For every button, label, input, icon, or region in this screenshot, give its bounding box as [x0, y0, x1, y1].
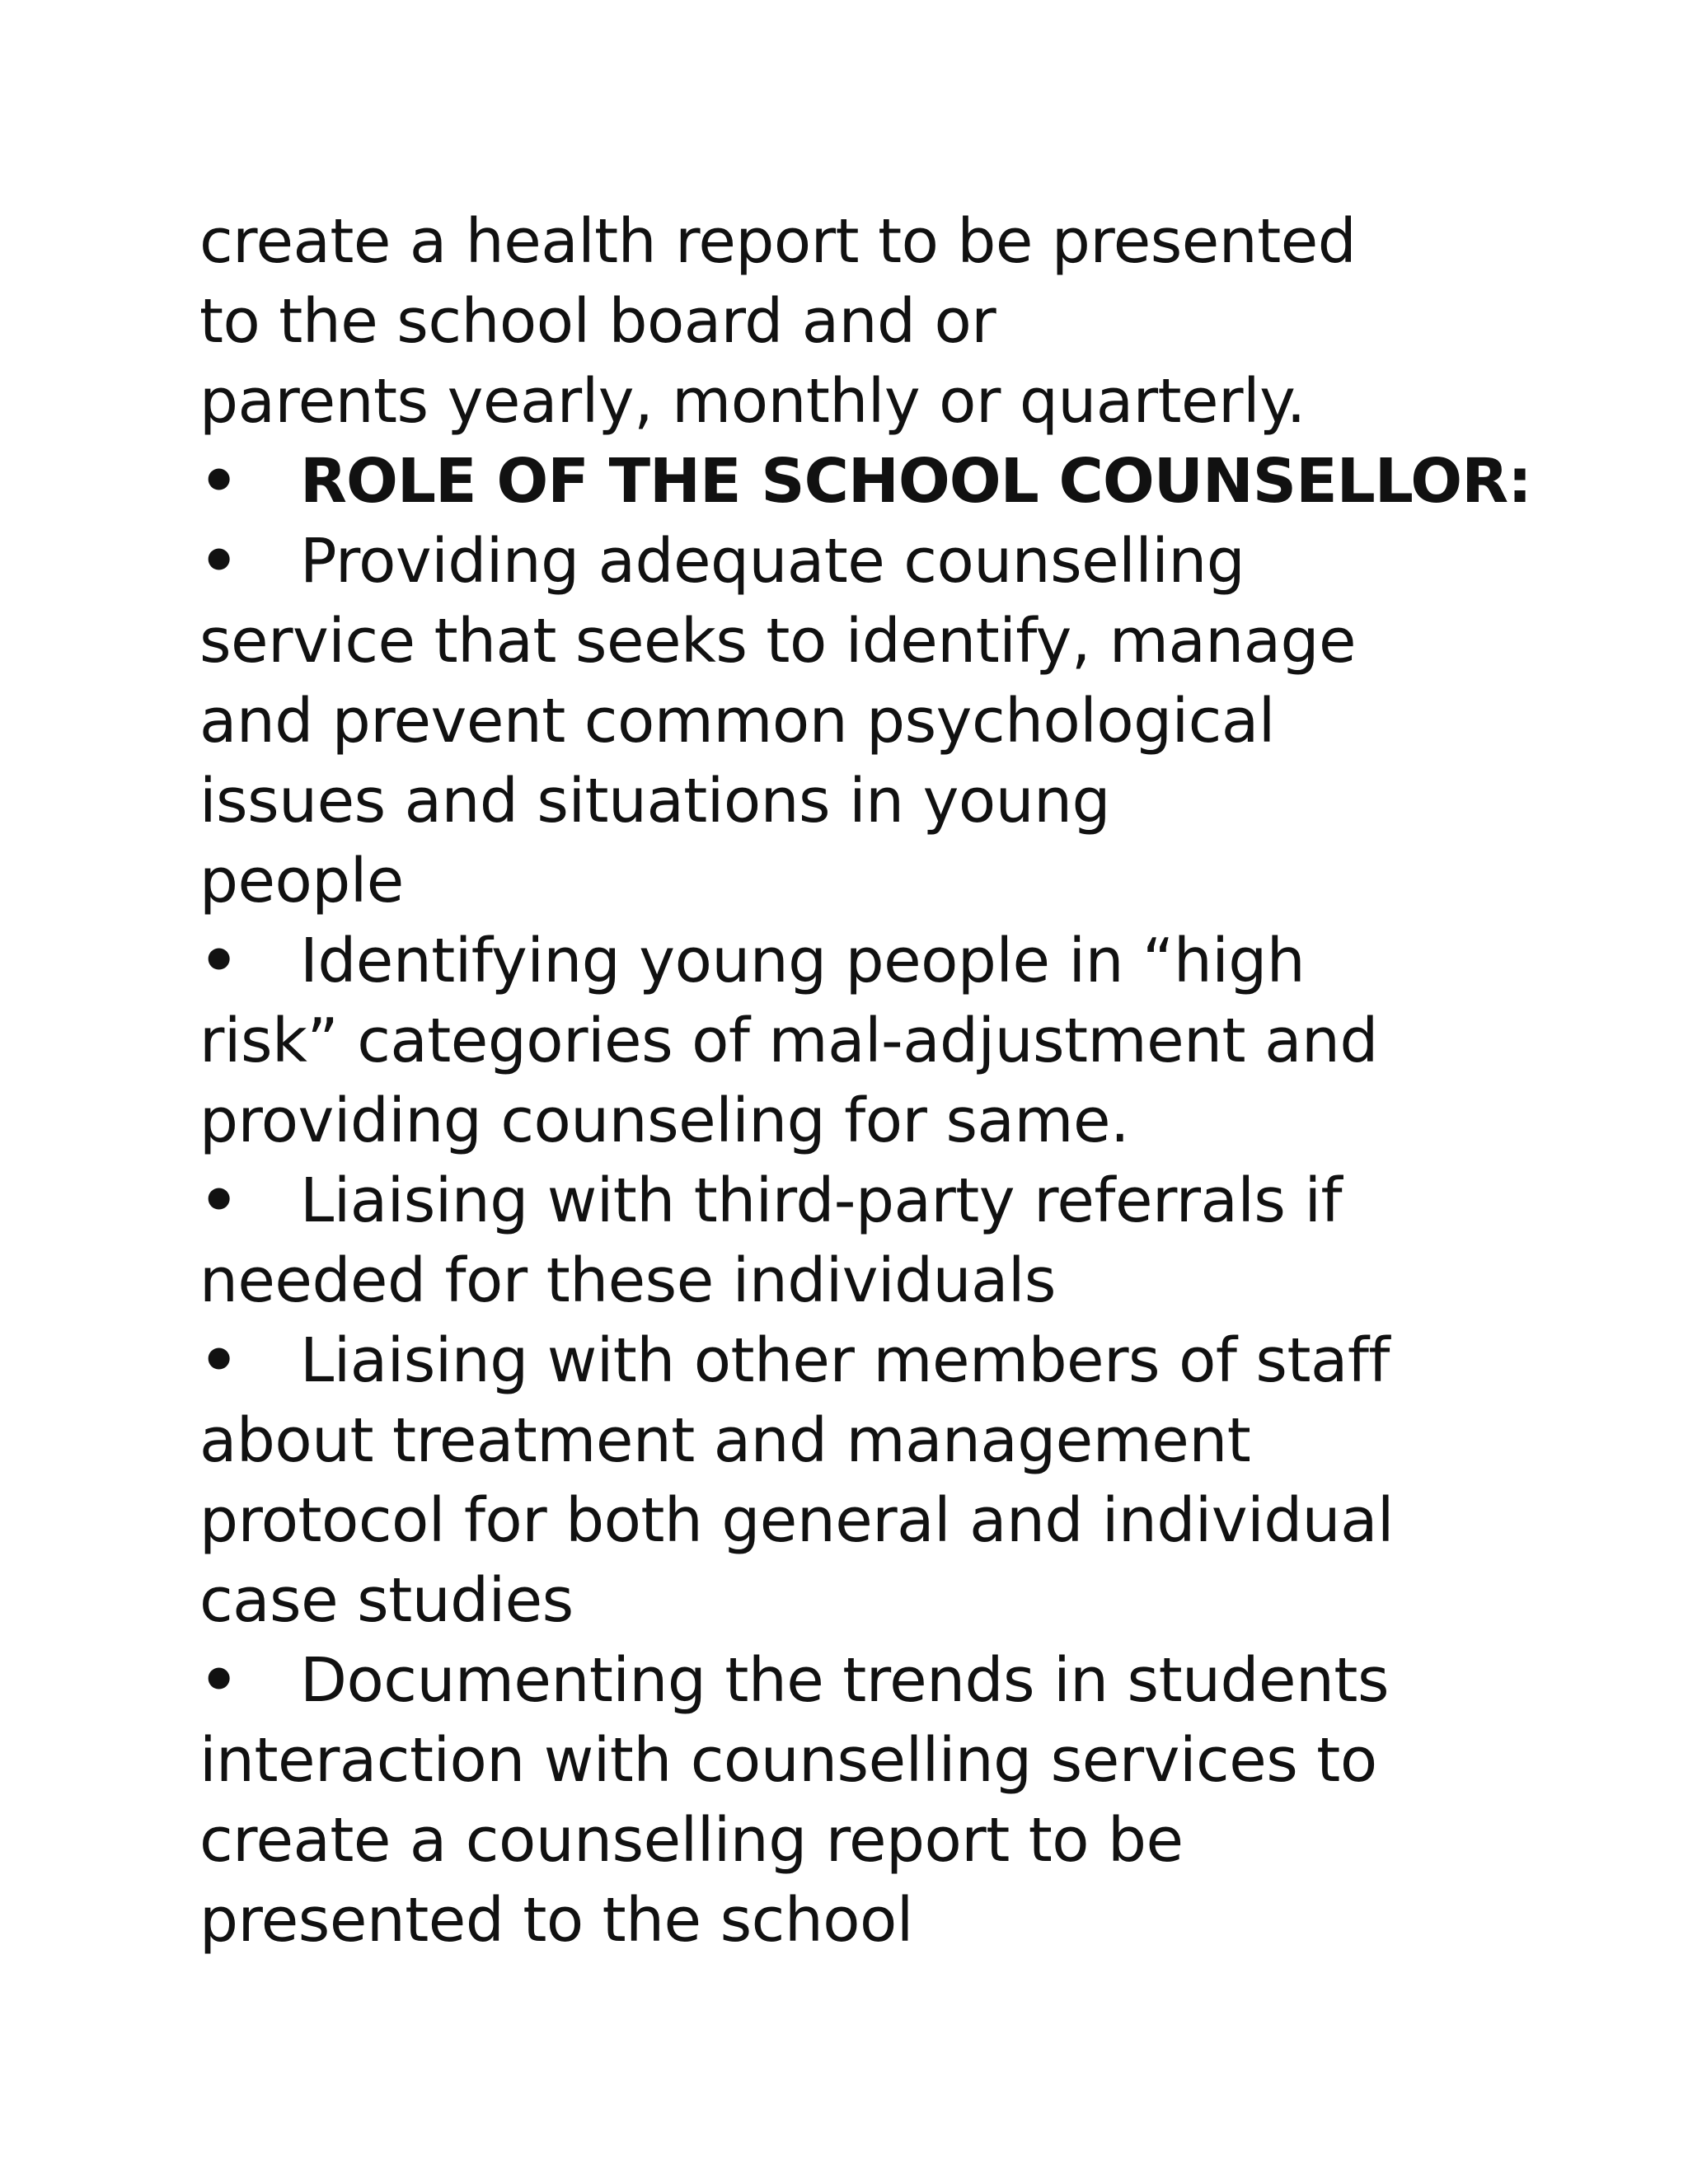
list-item [199, 522, 1535, 602]
list-item-continuation: and prevent common psychological [199, 686, 1275, 757]
list-item-text: Identifying young people in “high [300, 926, 1306, 996]
list-item-continuation: create a counselling report to be [199, 1805, 1184, 1876]
list-item-text: Liaising with other members of staff [300, 1325, 1390, 1396]
bullet-icon: • [199, 1165, 238, 1236]
list-item-continuation: about treatment and management [199, 1405, 1251, 1476]
list-item-continuation: case studies [199, 1565, 574, 1636]
heading-text: ROLE OF THE SCHOOL COUNSELLOR: [300, 446, 1531, 517]
list-item [199, 1641, 1535, 1721]
bullet-icon: • [199, 446, 238, 517]
list-item-continuation: needed for these individuals [199, 1245, 1056, 1316]
list-item-continuation: people [199, 846, 404, 916]
intro-line: to the school board and or [199, 286, 996, 357]
intro-line: create a health report to be presented [199, 206, 1357, 277]
list-item-text: Documenting the trends in students [300, 1645, 1389, 1716]
bullet-icon: • [199, 926, 238, 996]
list-item-continuation: interaction with counselling services to [199, 1725, 1377, 1796]
list-item-continuation: providing counseling for same. [199, 1085, 1129, 1156]
bullet-icon: • [199, 526, 238, 597]
list-item-continuation: issues and situations in young [199, 766, 1110, 837]
intro-line: parents yearly, monthly or quarterly. [199, 366, 1306, 437]
list-item-continuation: protocol for both general and individual [199, 1485, 1394, 1556]
list-item-text: Liaising with third-party referrals if [300, 1165, 1343, 1236]
list-item-continuation: presented to the school [199, 1885, 913, 1956]
bullet-icon: • [199, 1325, 238, 1396]
list-item-continuation: service that seeks to identify, manage [199, 606, 1357, 677]
list-item-continuation: risk” categories of mal-adjustment and [199, 1005, 1378, 1076]
list-item [199, 921, 1535, 1001]
list-item [199, 1321, 1535, 1401]
document-body [199, 202, 1535, 1961]
list-item [199, 1161, 1535, 1241]
list-item-text: Providing adequate counselling [300, 526, 1245, 597]
bullet-icon: • [199, 1645, 238, 1716]
section-heading [199, 442, 1535, 522]
